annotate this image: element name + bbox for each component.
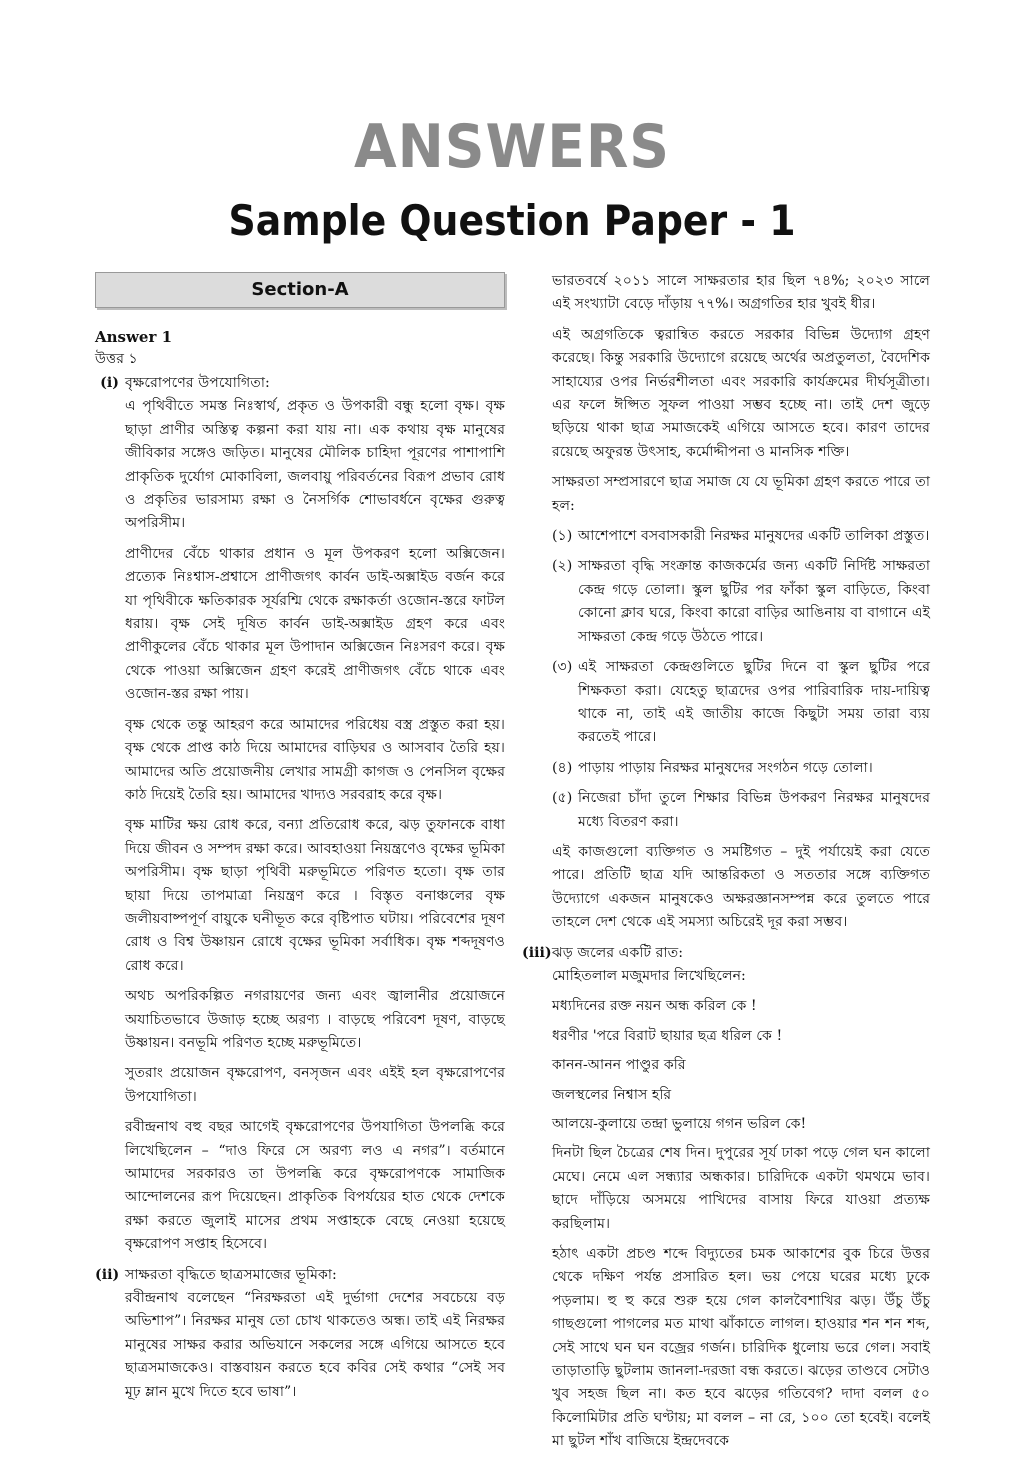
question-iii-title xyxy=(522,942,930,965)
list-text: আশেপাশে বসবাসকারী নিরক্ষর মানুষদের একটি তালিকা প্রস্তুত। xyxy=(578,528,930,545)
question-i-title xyxy=(95,372,505,395)
question-iii-body xyxy=(552,965,930,1454)
poem-line: ধরণীর 'পরে বিরাট ছায়ার ছত্র ধরিল কে ! xyxy=(552,1027,783,1044)
paragraph: সুতরাং প্রয়োজন বৃক্ষরোপণ, বনসৃজন এবং এইই হল বৃক্ষরোপণের উপযোগিতা। xyxy=(125,1065,505,1105)
paragraph: রবীন্দ্রনাথ বহু বছর আগেই বৃক্ষরোপণের উপযাগিতা উপলব্ধি করে লিখেছিলেন – “দাও ফিরে সে অরণ্য লও এ নগর”। বর্তমানে আমাদের সরকারও তা উপলব্ধি করে বৃক্ষরোপণকে সামাজিক আন্দোলনের রূপ দিয়েছেন। প্রাকৃতিক বিপর্যয়ের হাত থেকে দেশকে রক্ষা করতে জুলাই মাসের প্রথম সপ্তাহকে বেছে নেওয়া হয়েছে বৃক্ষরোপণ সপ্তাহ হিসেবে। xyxy=(125,1119,505,1253)
poem-line: মধ্যদিনের রক্ত নয়ন অন্ধ করিল কে ! xyxy=(552,998,757,1015)
answer-heading: Answer 1 xyxy=(95,328,173,346)
list-text: সাক্ষরতা বৃদ্ধি সংক্রান্ত কাজকর্মের জন্য একটি নির্দিষ্ট সাক্ষরতা কেন্দ্র গড়ে তোলা। স্কুল ছুটির পর ফাঁকা স্কুল বাড়িতে, কিংবা কোনো ক্লাব ঘরে, কিংবা কারো বাড়ির আঙিনায় বা বাগানে এই সাক্ষরতা কেন্দ্র গড়ে উঠতে পারে। xyxy=(578,558,930,645)
question-ii-body xyxy=(95,1287,505,1404)
question-number: (i) xyxy=(100,375,119,391)
question-ii-title xyxy=(95,1264,505,1287)
answer-subheading: উত্তর ১ xyxy=(95,351,138,367)
list-item xyxy=(552,555,930,649)
question-title: ঝড় জলের একটি রাত: xyxy=(552,944,684,961)
paragraph: সাক্ষরতা সম্প্রসারণে ছাত্র সমাজ যে যে ভূমিকা গ্রহণ করতে পারে তা হল: xyxy=(552,474,930,514)
paragraph: প্রাণীদের বেঁচে থাকার প্রধান ও মূল উপকরণ হলো অক্সিজেন। প্রত্যেক নিঃশ্বাস-প্রশ্বাসে প্রাণীজগৎ কার্বন ডাই-অক্সাইড বর্জন করে যা পৃথিবীকে ক্ষতিকারক সূর্যরশ্মি থেকে রক্ষাকর্তা ওজোন-স্তরে ফাটল ধরায়। বৃক্ষ সেই দূষিত কার্বন ডাই-অক্সাইড গ্রহণ করে এবং প্রাণীকুলের বেঁচে থাকার মূল উপাদান অক্সিজেন নিঃসরণ করে। বৃক্ষ থেকে পাওয়া অক্সিজেন গ্রহণ করেই প্রাণীজগৎ বেঁচে থাকে এবং ওজোন-স্তর রক্ষা পায়। xyxy=(125,545,505,703)
poem-line: আলয়ে-কুলায়ে তন্দ্রা ভুলায়ে গগন ভরিল কে! xyxy=(552,1116,807,1132)
list-item xyxy=(552,757,930,780)
paragraph: দিনটা ছিল চৈত্রের শেষ দিন। দুপুরের সূর্য ঢাকা পড়ে গেল ঘন কালো মেঘে। নেমে এল সন্ধ্যার অন্ধকার। চারিদিকে একটা থমথমে ভাব। ছাদে দাঁড়িয়ে অসময়ে পাখিদের বাসায় ফিরে যাওয়া প্রত্যক্ষ করছিলাম। xyxy=(552,1145,930,1232)
paragraph: এ পৃথিবীতে সমস্ত নিঃস্বার্থ, প্রকৃত ও উপকারী বন্ধু হলো বৃক্ষ। বৃক্ষ ছাড়া প্রাণীর অস্তিত্ব কল্পনা করা যায় না। এক কথায় বৃক্ষ মানুষের জীবিকার সঙ্গেও জড়িত। মানুষের মৌলিক চাহিদা পূরণের পাশাপাশি প্রাকৃতিক দুর্যোগ মোকাবিলা, জলবায়ু পরিবর্তনের বিরূপ প্রভাব রোধ ও প্রকৃতির ভারসাম্য রক্ষা ও নৈসর্গিক শোভাবর্ধনে বৃক্ষের গুরুত্ব অপরিসীম। xyxy=(125,398,505,532)
list-number: (৩) xyxy=(552,659,573,676)
list-item xyxy=(552,525,930,548)
question-title: সাক্ষরতা বৃদ্ধিতে ছাত্রসমাজের ভূমিকা: xyxy=(125,1266,337,1283)
answers-heading: ANSWERS xyxy=(354,112,670,182)
list-text: নিজেরা চাঁদা তুলে শিক্ষার বিভিন্ন উপকরণ নিরক্ষর মানুষদের মধ্যে বিতরণ করা। xyxy=(578,790,930,830)
section-a-banner: Section-A xyxy=(95,272,505,308)
paragraph: বৃক্ষ মাটির ক্ষয় রোধ করে, বন্যা প্রতিরোধ করে, ঝড় তুফানকে বাধা দিয়ে জীবন ও সম্পদ রক্ষা করে। আবহাওয়া নিয়ন্ত্রণেও বৃক্ষের ভূমিকা অপরিসীম। বৃক্ষ ছাড়া পৃথিবী মরুভূমিতে পরিণত হতো। বৃক্ষ তার ছায়া দিয়ে তাপমাত্রা নিয়ন্ত্রণ করে । বিস্তৃত বনাঞ্চলের বৃক্ষ জলীয়বাষ্পপূর্ণ বায়ুকে ঘনীভূত করে বৃষ্টিপাত ঘটায়। পরিবেশের দূষণ রোধ ও বিশ্ব উষ্ণায়ন রোধে বৃক্ষের ভূমিকা সর্বাধিক। বৃক্ষ শব্দদূষণও রোধ করে। xyxy=(125,817,505,974)
paragraph: ভারতবর্ষে ২০১১ সালে সাক্ষরতার হার ছিল ৭৪%; ২০২৩ সালে এই সংখ্যাটা বেড়ে দাঁড়ায় ৭৭%। অগ্রগতির হার খুবই ধীর। xyxy=(552,273,930,313)
paragraph: এই কাজগুলো ব্যক্তিগত ও সমষ্টিগত – দুই পর্যায়েই করা যেতে পারে। প্রতিটি ছাত্র যদি আন্তরিকতা ও সততার সঙ্গে ব্যক্তিগত উদ্যোগে একজন মানুষকেও অক্ষরজ্ঞানসম্পন্ন করে তুলতে পারে তাহলে দেশ থেকে এই সমস্যা অচিরেই দূর করা সম্ভব। xyxy=(552,843,930,931)
paper-title: Sample Question Paper - 1 xyxy=(228,196,796,245)
poem-line: কানন-আনন পাণ্ডুর করি xyxy=(552,1057,686,1074)
paragraph: রবীন্দ্রনাথ বলেছেন “নিরক্ষরতা এই দুর্ভাগা দেশের সবচেয়ে বড় অভিশাপ”। নিরক্ষর মানুষ তো চোখ থাকতেও অন্ধ। তাই এই নিরক্ষর মানুষের সাক্ষর করার অভিযানে সকলের সঙ্গে এগিয়ে আসতে হবে ছাত্রসমাজকেও। বাস্তবায়ন করতে হবে কবির সেই কথার “সেই সব মূঢ় ম্লান মুখে দিতে হবে ভাষা”। xyxy=(125,1290,505,1400)
paragraph: মোহিতলাল মজুমদার লিখেছিলেন: xyxy=(552,967,746,984)
list-text: পাড়ায় পাড়ায় নিরক্ষর মানুষদের সংগঠন গড়ে তোলা। xyxy=(578,759,873,776)
list-number: (৪) xyxy=(552,759,573,776)
question-i-body xyxy=(95,395,505,1256)
list-number: (১) xyxy=(552,528,573,545)
left-column xyxy=(95,270,505,1411)
question-number: (ii) xyxy=(95,1266,120,1283)
right-column xyxy=(522,270,930,1461)
paragraph: বৃক্ষ থেকে তন্তু আহরণ করে আমাদের পরিধেয় বস্ত্র প্রস্তুত করা হয়। বৃক্ষ থেকে প্রাপ্ত কাঠ দিয়ে আমাদের বাড়িঘর ও আসবাব তৈরি হয়। আমাদের অতি প্রয়োজনীয় লেখার সামগ্রী কাগজ ও পেনসিল বৃক্ষের কাঠ দিয়েই তৈরি হয়। আমাদের খাদ্যও সরবরাহ করে বৃক্ষ। xyxy=(125,716,505,803)
paragraph: অথচ অপরিকল্পিত নগরায়ণের জন্য এবং জ্বালানীর প্রয়োজনে অযাচিতভাবে উজাড় হচ্ছে অরণ্য । বাড়ছে পরিবেশ দূষণ, বাড়ছে উষ্ণায়ন। বনভূমি পরিণত হচ্ছে মরুভূমিতে। xyxy=(125,988,505,1051)
poem-line: জলস্থলের নিশ্বাস হরি xyxy=(552,1086,672,1103)
list-number: (৫) xyxy=(552,790,573,807)
question-number: (iii) xyxy=(522,944,552,961)
list-item xyxy=(552,787,930,834)
list-item xyxy=(552,656,930,750)
paragraph: হঠাৎ একটা প্রচণ্ড শব্দে বিদ্যুতের চমক আকাশের বুক চিরে উত্তর থেকে দক্ষিণ পর্যন্ত প্রসারিত হল। ভয় পেয়ে ঘরের মধ্যে ঢুকে পড়লাম। হু হু করে শুরু হয়ে গেল কালবৈশাখির ঝড়। উঁচু উঁচু গাছগুলো পাগলের মত মাথা ঝাঁকাতে লাগল। হাওয়ার শন শন শব্দ, সেই সাথে ঘন ঘন বজ্রের গর্জন। চারিদিক ধুলোয় ভরে গেল। সবাই তাড়াতাড়ি ছুটলাম জানলা-দরজা বন্ধ করতে। ঝড়ের তাণ্ডবে সেটাও খুব সহজ ছিল না। কত হবে ঝড়ের গতিবেগ? দাদা বলল ৫০ কিলোমিটার প্রতি ঘণ্টায়; মা বলল – না রে, ১০০ তো হবেই। বলেই মা ছুটল শাঁখ বাজিয়ে ইন্দ্রদেবকে xyxy=(552,1246,930,1450)
list-number: (২) xyxy=(552,558,573,575)
list-text: এই সাক্ষরতা কেন্দ্রগুলিতে ছুটির দিনে বা স্কুল ছুটির পরে শিক্ষকতা করা। যেহেতু ছাত্রদের ওপর পারিবারিক দায়-দায়িত্ব থাকে না, তাই এই জাতীয় কাজে কিছুটা সময় তারা ব্যয় করতেই পারে। xyxy=(578,659,930,746)
question-title: বৃক্ষরোপণের উপযোগিতা: xyxy=(125,375,270,391)
paragraph: এই অগ্রগতিকে ত্বরান্বিত করতে সরকার বিভিন্ন উদ্যোগ গ্রহণ করেছে। কিন্তু সরকারি উদ্যোগে রয়েছে অর্থের অপ্রতুলতা, বৈদেশিক সাহায্যের ওপর নির্ভরশীলতা এবং সরকারি কার্যক্রমের দীর্ঘসূত্রীতা। এর ফলে ঈপ্সিত সুফল পাওয়া সম্ভব হচ্ছে না। তাই দেশ জুড়ে ছড়িয়ে থাকা ছাত্র সমাজকেই এগিয়ে আসতে হবে। কারণ তাদের রয়েছে অফুরন্ত উৎসাহ, কর্মোদ্দীপনা ও মানসিক শক্তি। xyxy=(552,326,930,460)
